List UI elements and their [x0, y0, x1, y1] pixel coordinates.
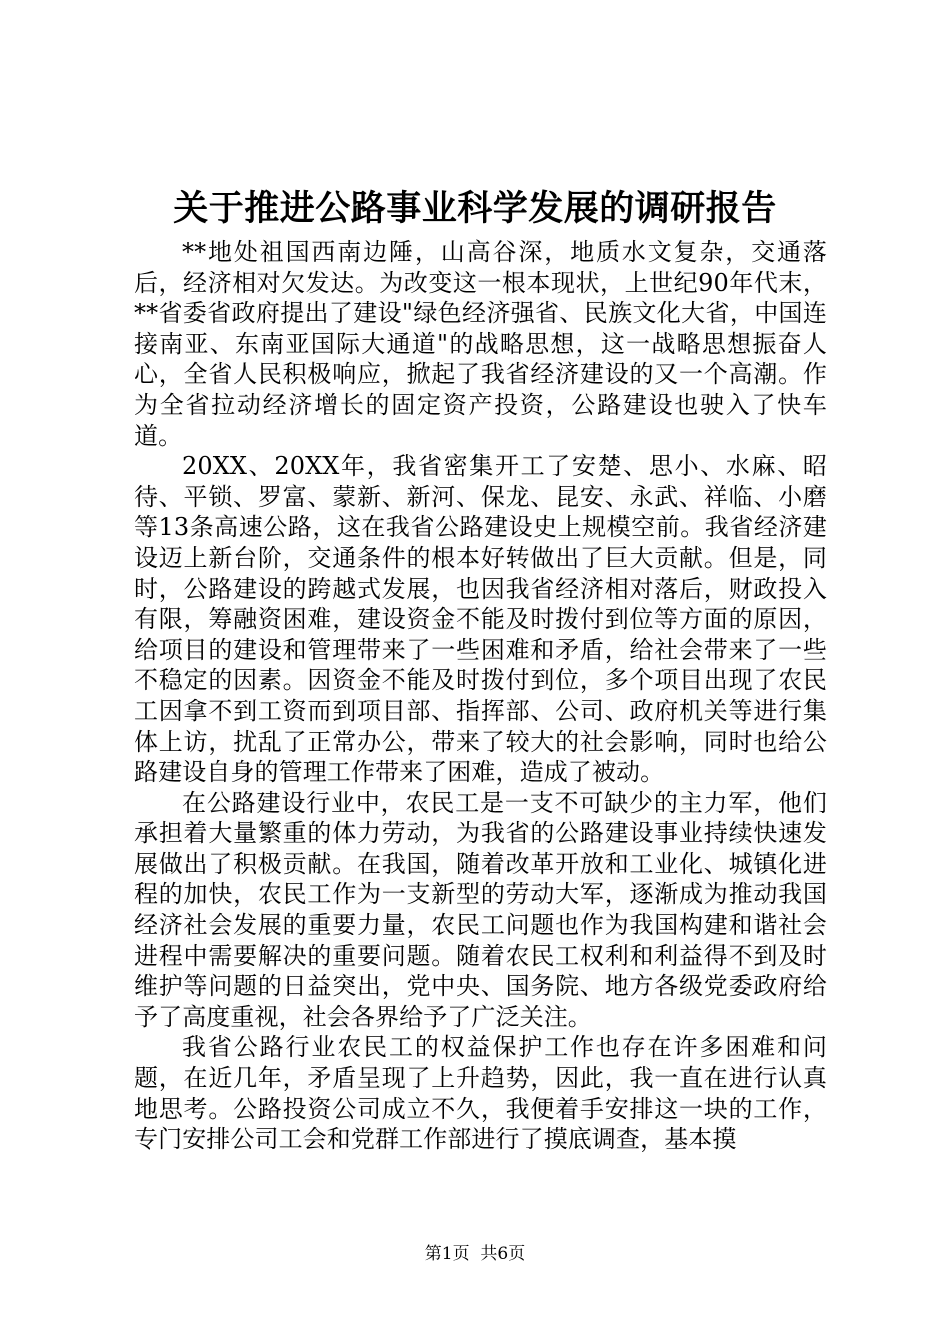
page-number-label: 第1页	[424, 1244, 470, 1264]
page-footer	[0, 1243, 950, 1265]
paragraph-2: 20XX、20XX年，我省密集开工了安楚、思小、水麻、昭待、平锁、罗富、蒙新、新河、保龙、昆安、永武、祥临、小磨等13条高速公路，这在我省公路建设史上规模空前。我省经济建设迈上新台阶，交通条件的根本好转做出了巨大贡献。但是，同时，公路建设的跨越式发展，也因我省经济相对落后，财政投入有限，筹融资困难，建设资金不能及时拨付到位等方面的原因，给项目的建设和管理带来了一些困难和矛盾，给社会带来了一些不稳定的因素。因资金不能及时拨付到位，多个项目出现了农民工因拿不到工资而到项目部、指挥部、公司、政府机关等进行集体上访，扰乱了正常办公，带来了较大的社会影响，同时也给公路建设自身的管理工作带来了困难，造成了被动。	[134, 452, 827, 787]
document-body	[134, 237, 827, 1155]
page-total-label: 共6页	[480, 1244, 526, 1264]
footer-spacer	[470, 1244, 481, 1264]
paragraph-1: **地处祖国西南边陲，山高谷深，地质水文复杂，交通落后，经济相对欠发达。为改变这一根本现状，上世纪90年代末，**省委省政府提出了建设"绿色经济强省、民族文化大省，中国连接南亚、东南亚国际大通道"的战略思想，这一战略思想振奋人心，全省人民积极响应，掀起了我省经济建设的又一个高潮。作为全省拉动经济增长的固定资产投资，公路建设也驶入了快车道。	[134, 238, 827, 450]
paragraph-4: 我省公路行业农民工的权益保护工作也存在许多困难和问题，在近几年，矛盾呈现了上升趋势，因此，我一直在进行认真地思考。公路投资公司成立不久，我便着手安排这一块的工作，专门安排公司工会和党群工作部进行了摸底调查，基本摸	[134, 1033, 827, 1154]
document-title: 关于推进公路事业科学发展的调研报告	[173, 188, 777, 229]
paragraph-3: 在公路建设行业中，农民工是一支不可缺少的主力军，他们承担着大量繁重的体力劳动，为我省的公路建设事业持续快速发展做出了积极贡献。在我国，随着改革开放和工业化、城镇化进程的加快，农民工作为一支新型的劳动大军，逐渐成为推动我国经济社会发展的重要力量，农民工问题也作为我国构建和谐社会进程中需要解决的重要问题。随着农民工权利和利益得不到及时维护等问题的日益突出，党中央、国务院、地方各级党委政府给予了高度重视，社会各界给予了广泛关注。	[134, 788, 827, 1031]
